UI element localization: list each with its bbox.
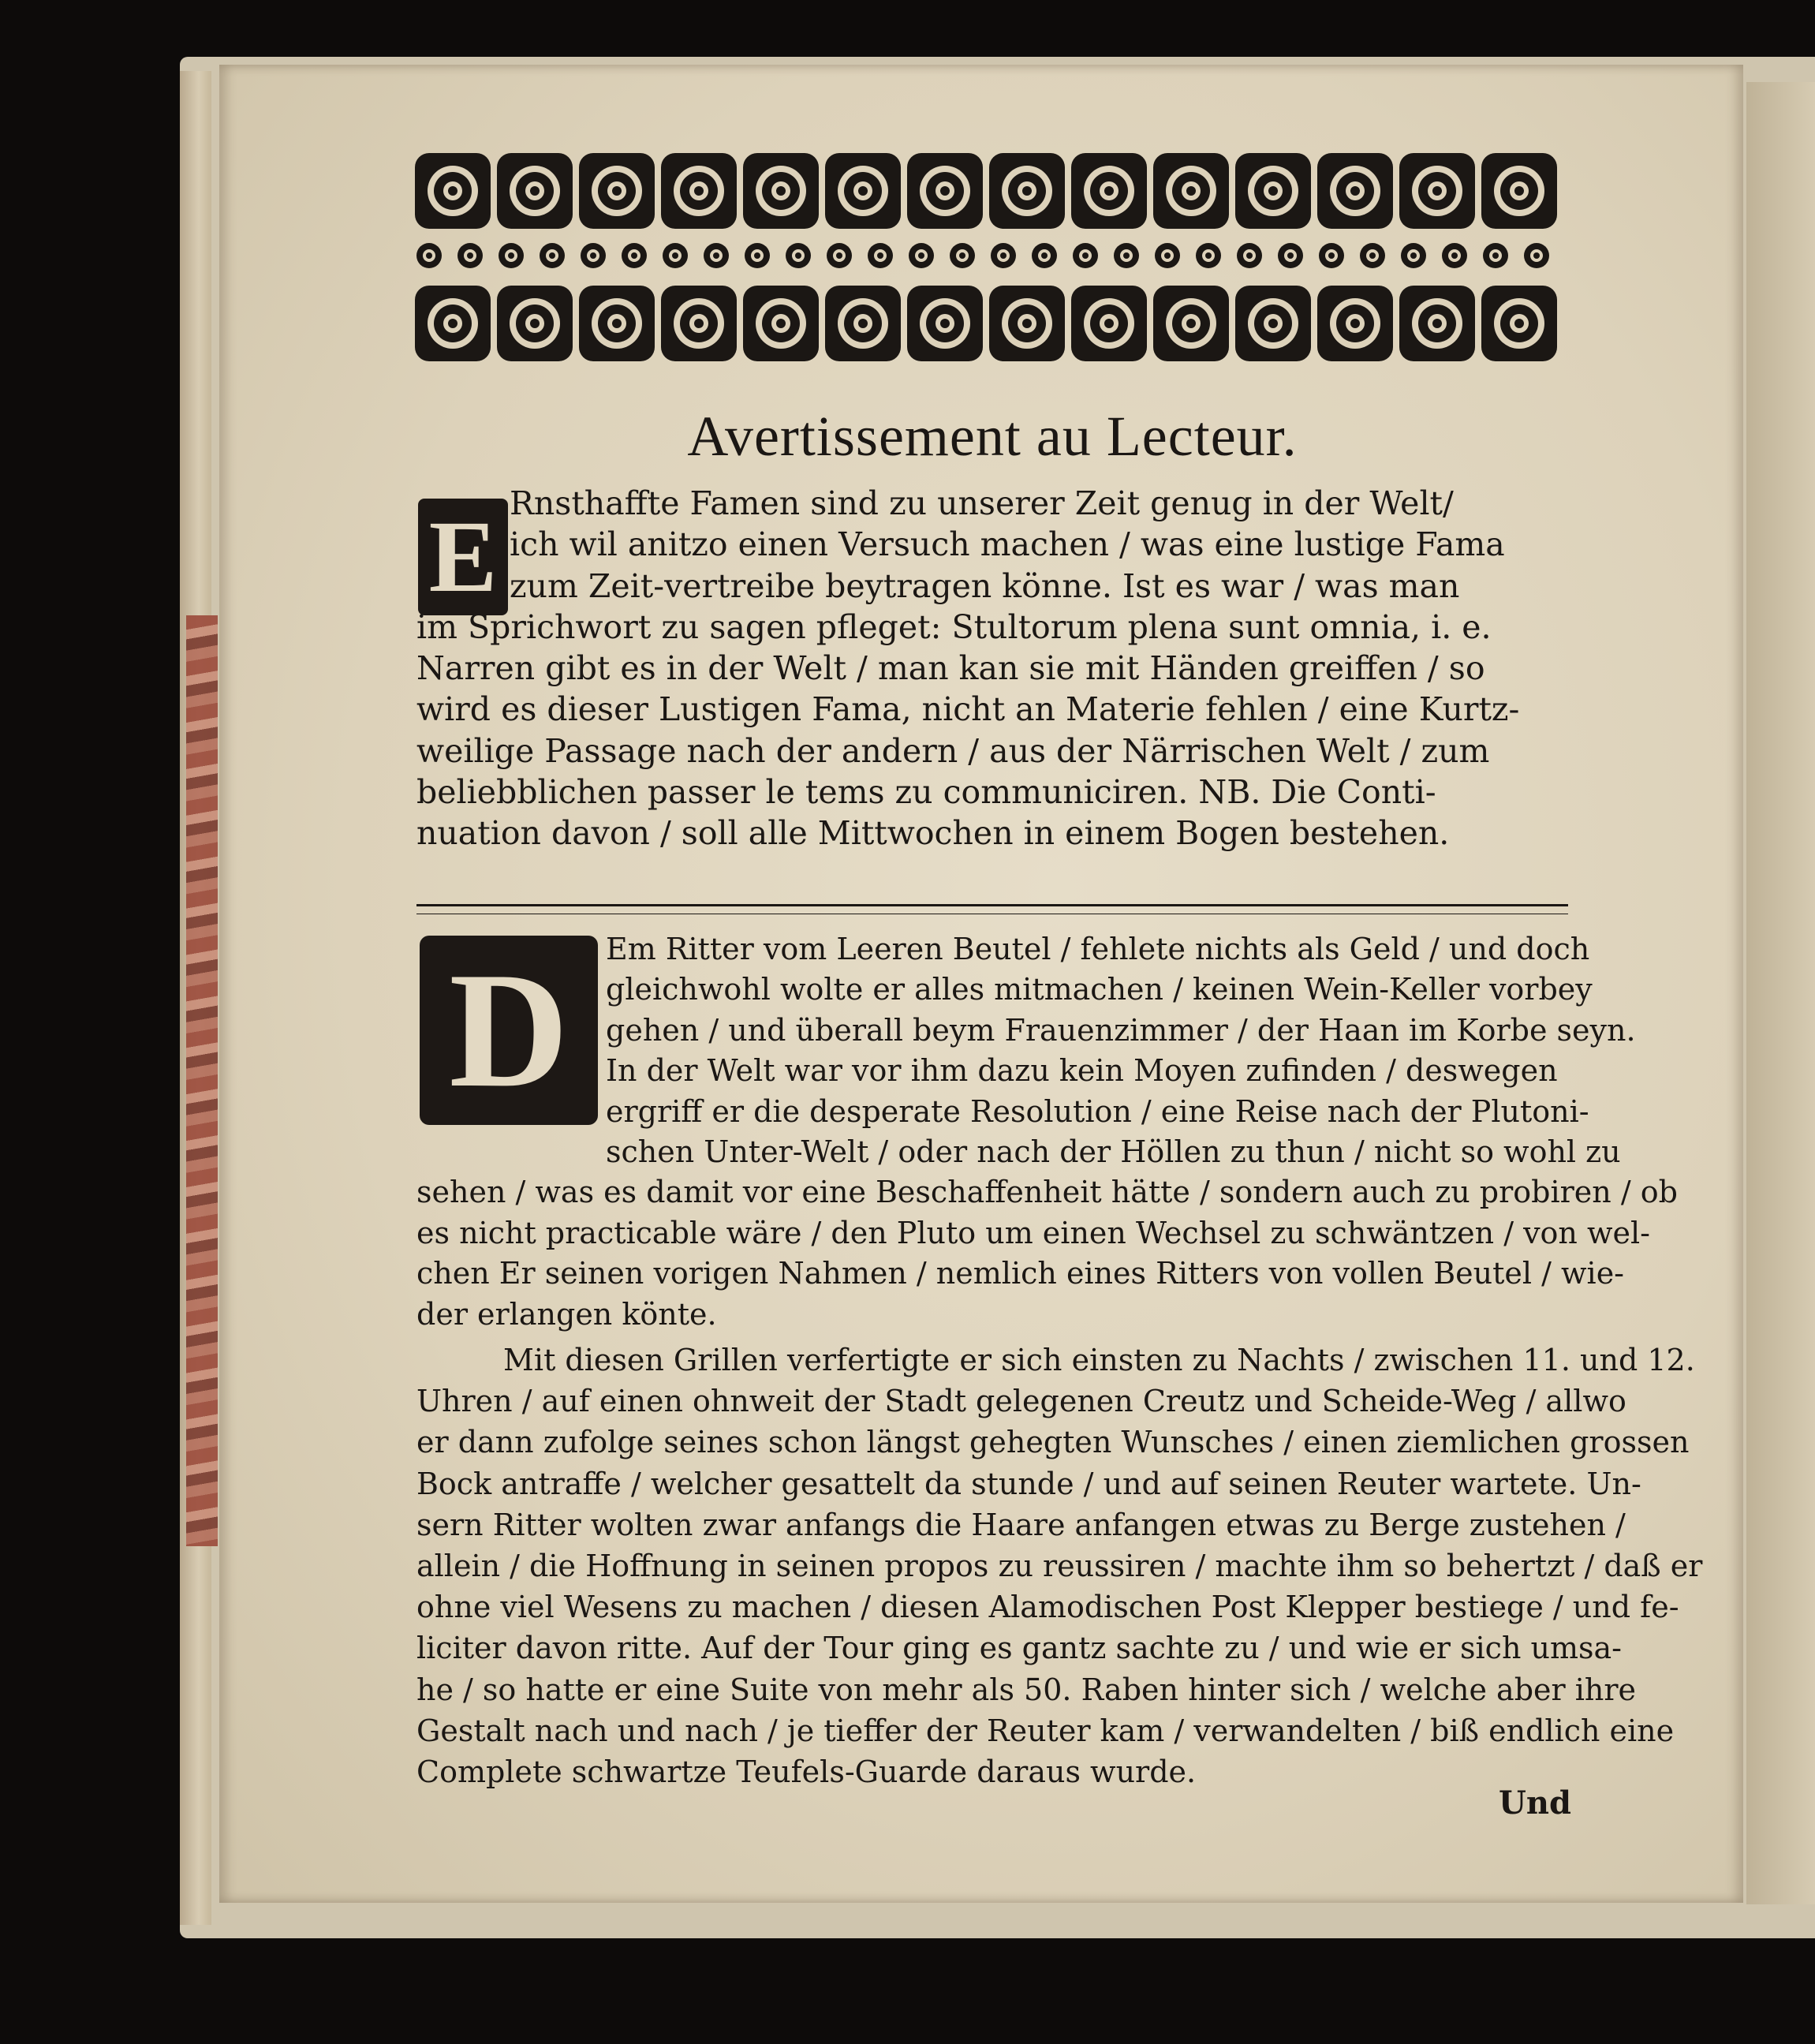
ornament-row-top xyxy=(415,153,1557,229)
text-line: Mit diesen Grillen verfertigte er sich einsten zu Nachts / zwischen 11. und 12. xyxy=(503,1343,1695,1377)
drop-cap-initial-1: E xyxy=(418,499,508,615)
text-line: Narren gibt es in der Welt / man kan sie mit Händen greiffen / so xyxy=(416,649,1485,688)
text-line: chen Er seinen vorigen Nahmen / nemlich eines Ritters von vollen Beutel / wie- xyxy=(416,1256,1625,1291)
text-line: wird es dieser Lustigen Fama, nicht an Materie fehlen / eine Kurtz- xyxy=(416,690,1520,729)
drop-cap-initial-2: D xyxy=(420,936,598,1125)
text-line: nuation davon / soll alle Mittwochen in einem Bogen bestehen. xyxy=(416,814,1450,853)
text-line: gleichwohl wolte er alles mitmachen / keinen Wein-Keller vorbey xyxy=(606,972,1593,1007)
page-title: Avertissement au Lecteur. xyxy=(687,405,1298,468)
divider-rule-top xyxy=(416,904,1568,906)
text-line: der erlangen könte. xyxy=(416,1296,717,1332)
text-line: ohne viel Wesens zu machen / diesen Alamodischen Post Klepper bestiege / und fe- xyxy=(416,1590,1679,1625)
catchword: Und xyxy=(1499,1784,1571,1822)
marbled-edge xyxy=(186,615,218,1546)
text-line: liciter davon ritte. Auf der Tour ging es gantz sachte zu / und wie er sich umsa- xyxy=(416,1631,1623,1666)
text-line: In der Welt war vor ihm dazu kein Moyen zufinden / deswegen xyxy=(606,1053,1558,1089)
ornament-row-bottom xyxy=(415,286,1557,361)
text-line: er dann zufolge seines schon längst gehegten Wunsches / einen ziemlichen grossen xyxy=(416,1425,1690,1460)
paragraph-story-continued xyxy=(416,1340,1703,1792)
text-line: gehen / und überall beym Frauenzimmer / der Haan im Korbe seyn. xyxy=(606,1012,1636,1048)
text-line: sehen / was es damit vor eine Beschaffenheit hätte / sondern auch zu probiren / ob xyxy=(416,1175,1678,1210)
text-line: sern Ritter wolten zwar anfangs die Haare anfangen etwas zu Berge zustehen / xyxy=(416,1507,1626,1542)
ornamental-headpiece xyxy=(413,151,1570,372)
text-line: schen Unter-Welt / oder nach der Höllen zu thun / nicht so wohl zu xyxy=(606,1134,1621,1170)
text-line: Em Ritter vom Leeren Beutel / fehlete nichts als Geld / und doch xyxy=(606,932,1590,966)
text-line: Rnsthaffte Famen sind zu unserer Zeit genug in der Welt/ xyxy=(510,484,1454,522)
text-line: zum Zeit-vertreibe beytragen könne. Ist es war / was man xyxy=(510,566,1460,605)
text-line: ergriff er die desperate Resolution / eine Reise nach der Plutoni- xyxy=(606,1093,1589,1129)
ornament-row-middle xyxy=(416,243,1549,268)
text-line: ich wil anitzo einen Versuch machen / was eine lustige Fama xyxy=(510,525,1505,564)
text-line: weilige Passage nach der andern / aus der Närrischen Welt / zum xyxy=(416,731,1490,770)
text-line: Uhren / auf einen ohnweit der Stadt gelegenen Creutz und Scheide-Weg / allwo xyxy=(416,1384,1626,1419)
facing-page-edge xyxy=(1746,82,1815,1904)
text-line: beliebblichen passer le tems zu communiciren. NB. Die Conti- xyxy=(416,773,1436,812)
text-line: im Sprichwort zu sagen pfleget: Stultorum plena sunt omnia, i. e. xyxy=(416,607,1492,646)
paragraph-foreword xyxy=(416,483,1568,854)
text-line: he / so hatte er eine Suite von mehr als 50. Raben hinter sich / welche aber ihre xyxy=(416,1672,1637,1707)
text-line: Complete schwartze Teufels-Guarde daraus wurde. xyxy=(416,1754,1197,1790)
text-line: allein / die Hoffnung in seinen propos zu reussiren / machte ihm so behertzt / daß er xyxy=(416,1549,1703,1584)
text-line: es nicht practicable wäre / den Pluto um einen Wechsel zu schwäntzen / von wel- xyxy=(416,1215,1650,1250)
text-line: Bock antraffe / welcher gesattelt da stunde / und auf seinen Reuter wartete. Un- xyxy=(416,1466,1641,1501)
paragraph-story-start xyxy=(416,929,1678,1335)
text-line: Gestalt nach und nach / je tieffer der Reuter kam / verwandelten / biß endlich eine xyxy=(416,1713,1675,1748)
